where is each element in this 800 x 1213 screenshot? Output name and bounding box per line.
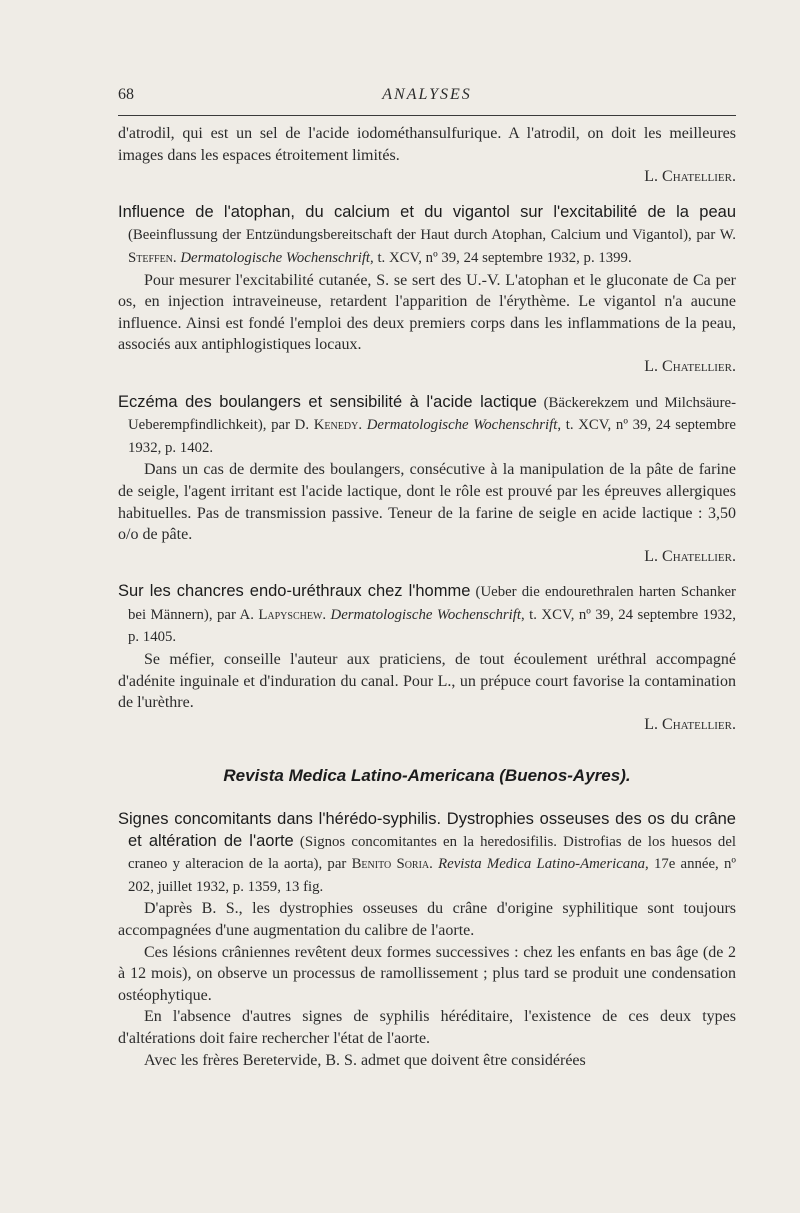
article-paragraph: D'après B. S., les dystrophies osseuses du crâne d'origine syphilitique sont toujours accompagnées d'une augmentation du calibre de l'aorte. [118,900,736,939]
article-paragraph: Ces lésions crâniennes revêtent deux formes successives : chez les enfants en bas âge (de 2 à 12 mois), on observe un processus de ramollissement ; plus tard se produit une condensation ostéophytique. [118,943,736,1004]
article-body: Pour mesurer l'excitabilité cutanée, S. se sert des U.-V. L'atophan et le gluconate de Ca per os, en injection intraveineuse, retardent l'apparition de l'érythème. Le vigantol n'a aucune influence. Ainsi est fondé l'emploi des deux premiers corps dans les inflammations de la peau, associés aux antiphlogistiques locaux. [118,271,736,354]
page-content [118,123,736,1071]
article-heading: Influence de l'atophan, du calcium et du vigantol sur l'excitabilité de la peau (Beeinflussung der Entzündungsbereitschaft der Haut durch Atophan, Calcium und Vigantol), par W. Steffen. Dermatologische Wochenschrift, t. XCV, nº 39, 24 septembre 1932, p. 1399. [118,202,736,266]
article-author: Steffen [128,249,173,266]
intro-paragraph: d'atrodil, qui est un sel de l'acide iodométhansulfurique. A l'atrodil, on doit les meilleures images dans les espaces étroitement limités. [118,125,736,164]
article-citation: , t. XCV, nº 39, 24 septembre 1932, p. 1402. [128,417,737,456]
page-header [118,86,736,110]
article-paragraph: Avec les frères Beretervide, B. S. admet que doivent être considérées [144,1051,586,1069]
article-eczema [118,392,736,568]
article-title: Influence de l'atophan, du calcium et du vigantol sur l'excitabilité de la peau [118,202,736,221]
article-heading: Signes concomitants dans l'hérédo-syphilis. Dystrophies osseuses des os du crâne et altération de l'aorte (Signos concomitantes en la heredosifilis. Distrofias de los huesos del craneo y alteracion de la aorta), par Benito Soria. Revista Medica Latino-Americana, 17e année, nº 202, juillet 1932, p. 1359, 13 fig. [118,810,736,895]
article-signature: L. Chatellier. [644,715,736,733]
intro-signature: L. Chatellier. [644,168,736,186]
article-body: Se méfier, conseille l'auteur aux praticiens, de tout écoulement uréthral accompagné d'adénite inguinale et d'induration du canal. Pour L., un prépuce court favorise la contamination de l'urèthre. [118,651,736,712]
article-reference: (Bäckerekzem und Milchsäure-Ueberempfindlichkeit), par D. [128,394,736,434]
article-title: Signes concomitants dans l'hérédo-syphilis. Dystrophies osseuses des os du crâne et altération de l'aorte [118,810,736,850]
journal-section-heading: Revista Medica Latino-Americana (Buenos-Ayres). [223,766,631,786]
article-reference: (Beeinflussung der Entzündungsbereitschaft der Haut durch Atophan, Calcium und Vigantol), par W. [128,227,736,244]
article-citation: , t. XCV, nº 39, 24 septembre 1932, p. 1399. [370,249,632,266]
article-title: Eczéma des boulangers et sensibilité à l'acide lactique [118,392,537,411]
article-body: Dans un cas de dermite des boulangers, consécutive à la manipulation de la pâte de farine de seigle, l'agent irritant est l'acide lactique, dont le rôle est prouvé par les épreuves allergiques habituelles. Pas de transmission passive. Teneur de la farine de seigle en acide lactique : 3,50 o/o de pâte. [118,461,736,544]
article-heading: Eczéma des boulangers et sensibilité à l'acide lactique (Bäckerekzem und Milchsäure-Ueberempfindlichkeit), par D. Kenedy. Dermatologische Wochenschrift, t. XCV, nº 39, 24 septembre 1932, p. 1402. [118,392,737,456]
page-number: 68 [118,86,134,103]
article-citation: , t. XCV, nº 39, 24 septembre 1932, p. 1405. [128,606,736,646]
article-paragraph: En l'absence d'autres signes de syphilis héréditaire, l'existence de ces deux types d'altérations doit faire rechercher l'état de l'aorte. [118,1008,736,1047]
article-atophan [118,202,736,378]
article-journal: Dermatologische Wochenschrift [366,417,558,434]
article-chancres [118,581,736,735]
article-author: Benito Soria [351,856,430,873]
header-rule [118,115,736,116]
article-reference: (Signos concomitantes en la heredosifilis. Distrofias de los huesos del craneo y alteracion de la aorta), par [128,833,736,873]
article-author: Kenedy [313,417,359,434]
article-journal: Dermatologische Wochenschrift [330,606,521,623]
article-citation: , 17e année, nº 202, juillet 1932, p. 1359, 13 fig. [128,856,736,895]
article-signature: L. Chatellier. [644,547,736,565]
article-reference: (Ueber die endourethralen harten Schanker bei Männern), par A. [128,584,736,623]
article-heading: Sur les chancres endo-uréthraux chez l'homme (Ueber die endourethralen harten Schanker bei Männern), par A. Lapyschew. Dermatologische Wochenschrift, t. XCV, nº 39, 24 septembre 1932, p. 1405. [118,582,736,646]
article-journal: Revista Medica Latino-Americana [438,856,645,873]
article-author: Lapyschew [258,606,323,623]
article-heredo-syphilis [118,809,736,1071]
running-title: ANALYSES [382,86,472,103]
article-signature: L. Chatellier. [644,357,736,375]
article-journal: Dermatologische Wochenschrift [180,249,371,266]
article-title: Sur les chancres endo-uréthraux chez l'homme [118,582,471,601]
